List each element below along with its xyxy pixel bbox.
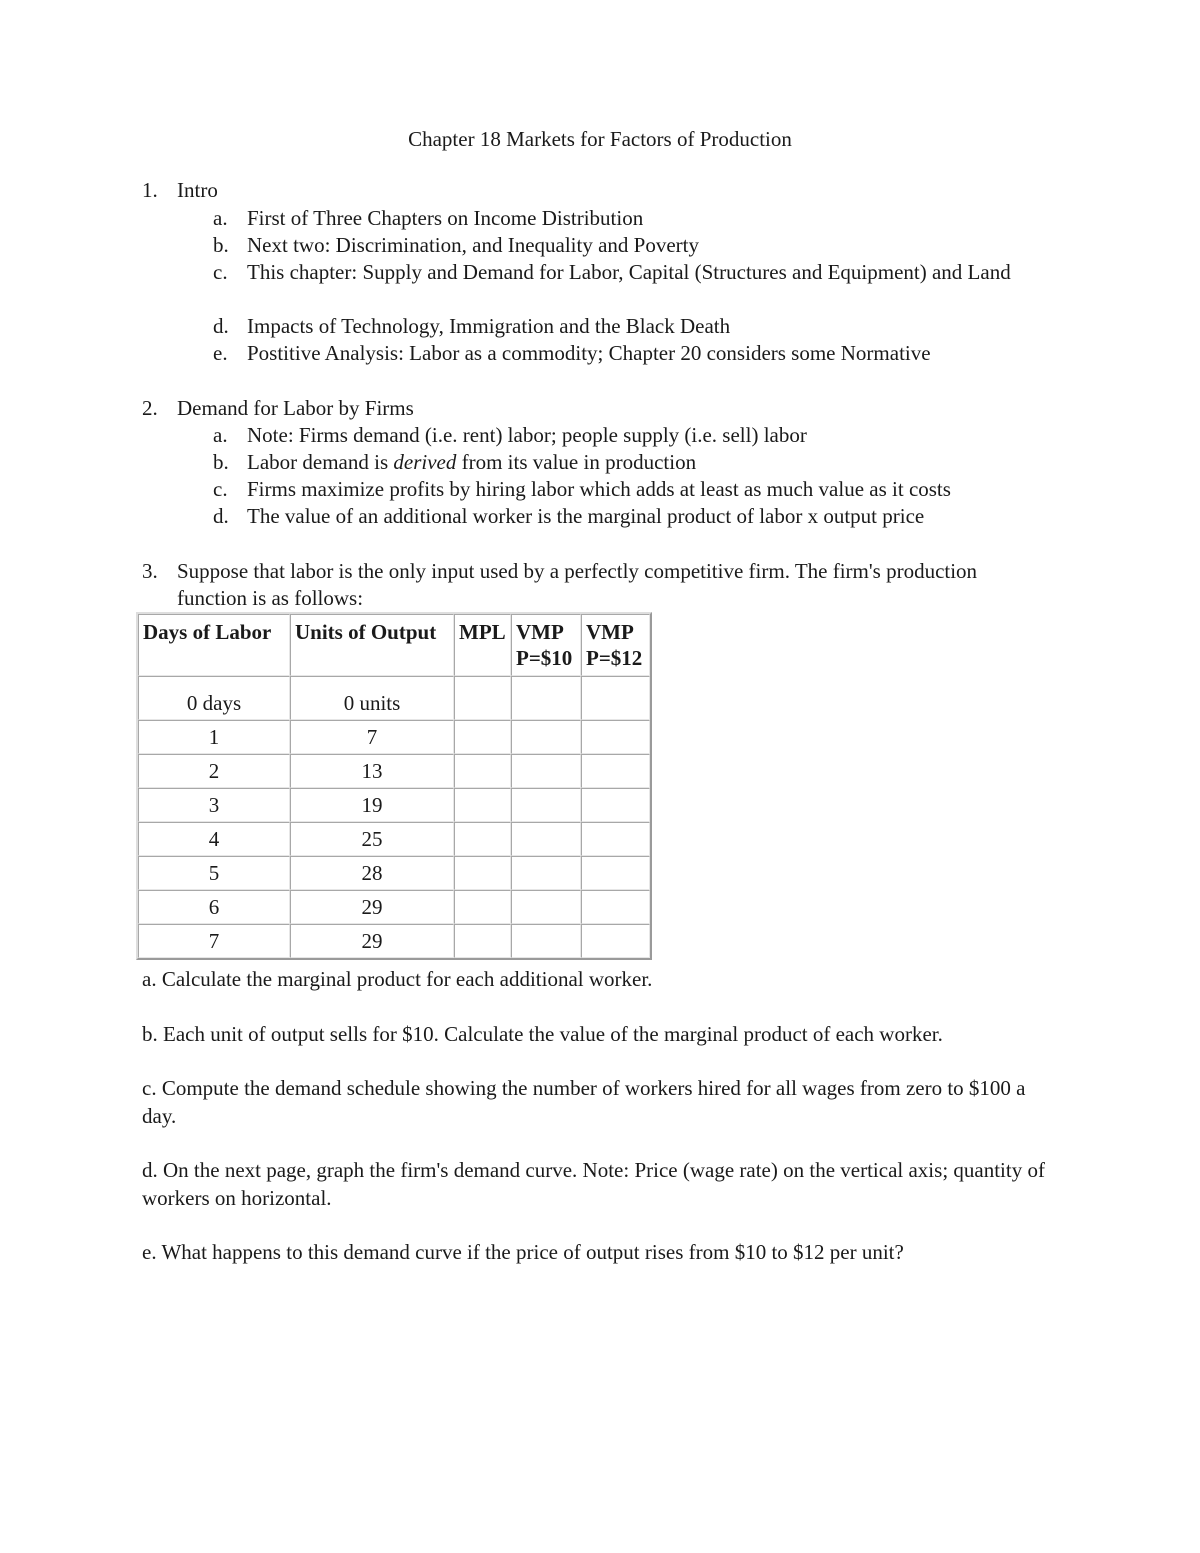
cell-vmp-12 bbox=[581, 788, 650, 822]
cell-units-of-output: 29 bbox=[290, 924, 454, 958]
item-text: Note: Firms demand (i.e. rent) labor; people supply (i.e. sell) labor bbox=[247, 423, 807, 447]
header-days-of-labor: Days of Labor bbox=[138, 614, 290, 676]
item-text: First of Three Chapters on Income Distribution bbox=[247, 206, 644, 230]
item-letter: d. bbox=[213, 504, 229, 528]
item-text: This chapter: Supply and Demand for Labor, Capital (Structures and Equipment) and Land bbox=[247, 260, 1011, 284]
section-number: 1. bbox=[142, 178, 158, 202]
cell-mpl bbox=[454, 822, 511, 856]
cell-vmp-10 bbox=[511, 788, 581, 822]
table-header-row bbox=[138, 614, 650, 676]
cell-units-of-output: 13 bbox=[290, 754, 454, 788]
cell-mpl bbox=[454, 720, 511, 754]
header-vmp-10: VMP P=$10 bbox=[511, 614, 581, 676]
cell-vmp-12 bbox=[581, 676, 650, 720]
item-text: The value of an additional worker is the marginal product of labor x output price bbox=[247, 504, 925, 528]
item-letter: b. bbox=[213, 450, 229, 474]
item-letter: a. bbox=[213, 206, 228, 230]
cell-mpl bbox=[454, 676, 511, 720]
cell-days-of-labor: 3 bbox=[138, 788, 290, 822]
section-number: 3. bbox=[142, 559, 158, 583]
cell-days-of-labor: 2 bbox=[138, 754, 290, 788]
cell-mpl bbox=[454, 924, 511, 958]
cell-units-of-output: 29 bbox=[290, 890, 454, 924]
item-text bbox=[247, 449, 696, 476]
cell-vmp-12 bbox=[581, 890, 650, 924]
item-letter: a. bbox=[213, 423, 228, 447]
table-row bbox=[138, 856, 650, 890]
section-number: 2. bbox=[142, 396, 158, 420]
item-text: Impacts of Technology, Immigration and the Black Death bbox=[247, 314, 731, 338]
cell-days-of-labor: 4 bbox=[138, 822, 290, 856]
cell-vmp-10 bbox=[511, 890, 581, 924]
item-text-emphasis: derived bbox=[393, 450, 457, 474]
cell-mpl bbox=[454, 788, 511, 822]
cell-days-of-labor: 1 bbox=[138, 720, 290, 754]
question-d: d. On the next page, graph the firm's demand curve. Note: Price (wage rate) on the vertical axis; quantity of workers on horizontal. bbox=[142, 1158, 1045, 1210]
cell-vmp-10 bbox=[511, 822, 581, 856]
question-b: b. Each unit of output sells for $10. Calculate the value of the marginal product of each worker. bbox=[142, 1022, 943, 1046]
header-mpl: MPL bbox=[454, 614, 511, 676]
table-row bbox=[138, 676, 650, 720]
item-letter: c. bbox=[213, 260, 228, 284]
item-text-before: Labor demand is bbox=[247, 450, 394, 474]
item-text: Next two: Discrimination, and Inequality and Poverty bbox=[247, 233, 699, 257]
item-text-after: from its value in production bbox=[456, 450, 697, 474]
cell-mpl bbox=[454, 754, 511, 788]
cell-vmp-10 bbox=[511, 856, 581, 890]
section-title: Demand for Labor by Firms bbox=[177, 396, 414, 420]
item-letter: e. bbox=[213, 341, 228, 365]
cell-units-of-output: 28 bbox=[290, 856, 454, 890]
cell-vmp-10 bbox=[511, 754, 581, 788]
cell-days-of-labor: 5 bbox=[138, 856, 290, 890]
header-vmp-12: VMP P=$12 bbox=[581, 614, 650, 676]
cell-vmp-12 bbox=[581, 924, 650, 958]
cell-units-of-output: 19 bbox=[290, 788, 454, 822]
table-body bbox=[138, 676, 650, 958]
cell-vmp-12 bbox=[581, 754, 650, 788]
cell-days-of-labor: 7 bbox=[138, 924, 290, 958]
item-letter: d. bbox=[213, 314, 229, 338]
item-text: Postitive Analysis: Labor as a commodity; Chapter 20 considers some Normative bbox=[247, 341, 931, 365]
table-row bbox=[138, 788, 650, 822]
section-title: Suppose that labor is the only input used by a perfectly competitive firm. The firm's production function is as follows: bbox=[177, 559, 978, 610]
cell-vmp-10 bbox=[511, 924, 581, 958]
page-title: Chapter 18 Markets for Factors of Production bbox=[408, 127, 792, 151]
item-text: Firms maximize profits by hiring labor which adds at least as much value as it costs bbox=[247, 477, 951, 501]
question-e: e. What happens to this demand curve if the price of output rises from $10 to $12 per unit? bbox=[142, 1240, 904, 1264]
cell-days-of-labor: 0 days bbox=[138, 676, 290, 720]
cell-vmp-10 bbox=[511, 676, 581, 720]
cell-units-of-output: 0 units bbox=[290, 676, 454, 720]
cell-vmp-10 bbox=[511, 720, 581, 754]
cell-mpl bbox=[454, 890, 511, 924]
table-row bbox=[138, 924, 650, 958]
question-a: a. Calculate the marginal product for each additional worker. bbox=[142, 967, 653, 991]
cell-days-of-labor: 6 bbox=[138, 890, 290, 924]
table-row bbox=[138, 720, 650, 754]
table-row bbox=[138, 890, 650, 924]
cell-vmp-12 bbox=[581, 822, 650, 856]
item-letter: c. bbox=[213, 477, 228, 501]
cell-vmp-12 bbox=[581, 720, 650, 754]
question-c: c. Compute the demand schedule showing the number of workers hired for all wages from zero to $100 a day. bbox=[142, 1076, 1026, 1128]
table-row bbox=[138, 754, 650, 788]
cell-units-of-output: 25 bbox=[290, 822, 454, 856]
cell-mpl bbox=[454, 856, 511, 890]
production-table bbox=[136, 612, 652, 960]
item-letter: b. bbox=[213, 233, 229, 257]
table-row bbox=[138, 822, 650, 856]
section-title: Intro bbox=[177, 178, 218, 202]
cell-units-of-output: 7 bbox=[290, 720, 454, 754]
header-units-of-output: Units of Output bbox=[290, 614, 454, 676]
cell-vmp-12 bbox=[581, 856, 650, 890]
